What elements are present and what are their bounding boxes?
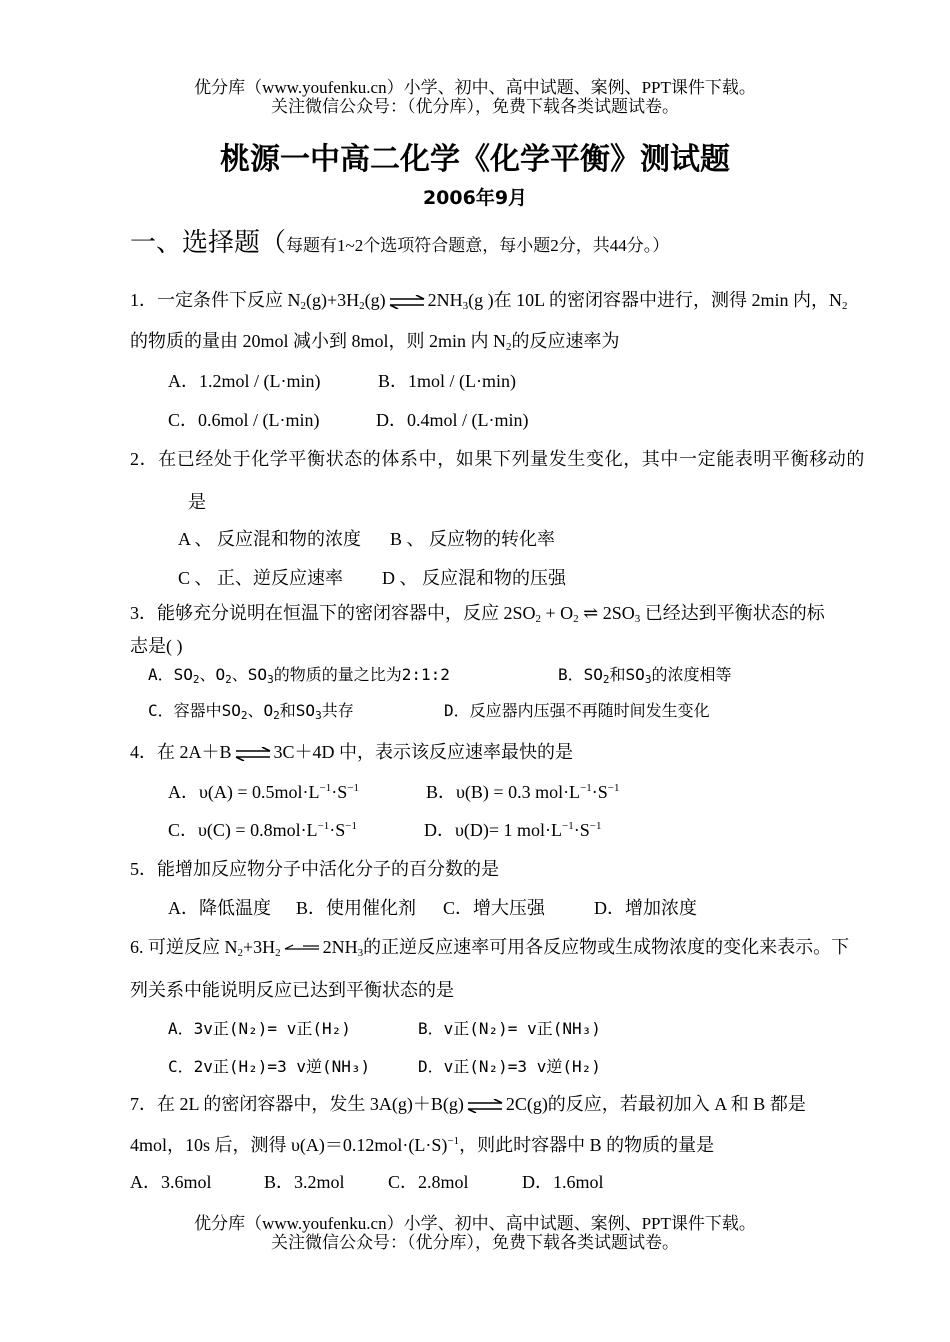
reversible-arrow-icon (283, 942, 321, 956)
q1-option-d: D．0.4mol / (L·min) (376, 410, 529, 430)
q2-option-c: C 、 正、逆反应速率 (178, 568, 344, 588)
q7-option-d: D．1.6mol (522, 1172, 604, 1192)
q6-option-a: A．3v正(N₂)= v正(H₂) (168, 1019, 351, 1038)
footer-line-2: 关注微信公众号：（优分库），免费下载各类试题试卷。 (271, 1233, 679, 1252)
q2-stem-line-1: 2．在已经处于化学平衡状态的体系中，如果下列量发生变化，其中一定能表明平衡移动的 (130, 449, 865, 469)
equilibrium-arrow-icon (234, 747, 272, 761)
header-line-2: 关注微信公众号：（优分库），免费下载各类试题试卷。 (271, 97, 679, 116)
q4-option-a: A．$\upsilon(A) = 0.5mol\cdot L^{-1}\cdot S^{-1}$ (168, 782, 359, 802)
q5-option-d: D．增加浓度 (594, 898, 697, 918)
q2-option-d: D 、 反应混和物的压强 (382, 568, 566, 588)
q4-option-c: C．$\upsilon(C) = 0.8mol\cdot L^{-1}\cdot S^{-1}$ (168, 820, 358, 840)
q7-stem-line-1: 7．在 2L 的密闭容器中，发生 3A(g)＋B(g) 2C(g)的反应，若最初加入 A 和 B 都是 (130, 1094, 806, 1114)
q1-option-b: B．1mol / (L·min) (378, 371, 516, 391)
q3-option-d: D．反应器内压强不再随时间发生变化 (444, 701, 710, 720)
q7-option-c: C．2.8mol (388, 1172, 469, 1192)
q3-stem-line-1: 3．能够充分说明在恒温下的密闭容器中，反应 $2SO_2 + O_2$ ⇌ $2SO_3$ 已经达到平衡状态的标 (130, 603, 825, 625)
q7-option-b: B．3.2mol (264, 1172, 345, 1192)
q6-option-d: D．v正(N₂)=3 v逆(H₂) (418, 1057, 601, 1076)
q6-option-b: B．v正(N₂)= v正(NH₃) (418, 1019, 601, 1038)
q6-option-c: C．2v正(H₂)=3 v逆(NH₃) (168, 1057, 371, 1076)
q1-stem-line-1: 1．一定条件下反应 $N_2(g)+3H_2(g)$ $2NH_3(g$ )在 10L 的密闭容器中进行，测得 2min 内，$N_2$ (130, 290, 848, 312)
q3-option-c: C．容器中$SO_2$、$O_2$和$SO_3$共存 (148, 701, 354, 722)
q3-stem-line-2: 志是( ) (130, 636, 183, 656)
q5-option-c: C．增大压强 (443, 898, 546, 918)
q5-option-b: B．使用催化剂 (296, 898, 417, 918)
section-note: 每题有1~2个选项符合题意，每小题2分，共44分。） (286, 236, 670, 255)
page-date: 2006年9月 (422, 187, 528, 209)
q5-stem: 5．能增加反应物分子中活化分子的百分数的是 (130, 859, 499, 879)
q4-option-b: B．υ(B) = 0.3 $mol\cdot L^{-1}\cdot S^{-1}$ (426, 782, 620, 802)
q3-option-a: A．$SO_2$、$O_2$、$SO_3$的物质的量之比为2:1:2 (148, 665, 450, 686)
q2-option-a: A 、 反应混和物的浓度 (178, 529, 362, 549)
q6-stem-line-2: 列关系中能说明反应已达到平衡状态的是 (130, 980, 454, 1000)
q7-stem-line-2: 4mol，10s 后，测得 $\upsilon(A)=0.12mol\cdot(L\cdot S)^{-1}$，则此时容器中 B 的物质的量是 (130, 1135, 715, 1155)
q1-stem-line-2: 的物质的量由 20mol 减小到 8mol，则 2min 内 $N_2$的反应速率为 (130, 331, 620, 353)
q2-option-b: B 、 反应物的转化率 (390, 529, 556, 549)
equilibrium-arrow-icon (466, 1099, 504, 1113)
section-title: 一、选择题（ (130, 228, 287, 258)
footer-line-1: 优分库（www.youfenku.cn）小学、初中、高中试题、案例、PPT课件下载。 (194, 1214, 756, 1233)
q6-stem-line-1: 6. 可逆反应 $N_2+3H_2$ $2NH_3$的正逆反应速率可用各反应物或生成物浓度的变化来表示。下 (130, 937, 850, 959)
q2-stem-line-2: 是 (188, 492, 206, 512)
q5-option-a: A．降低温度 (168, 898, 271, 918)
q4-option-d: D．υ(D)= 1 $mol\cdot L^{-1}\cdot S^{-1}$ (424, 820, 602, 840)
section-heading (130, 222, 669, 259)
equilibrium-arrow-icon (388, 295, 426, 309)
header-line-1: 优分库（www.youfenku.cn）小学、初中、高中试题、案例、PPT课件下载。 (194, 78, 756, 97)
q1-option-c: C．0.6mol / (L·min) (168, 410, 320, 430)
q3-option-b: B．$SO_2$和$SO_3$的浓度相等 (558, 665, 732, 686)
page-title: 桃源一中高二化学《化学平衡》测试题 (220, 142, 730, 177)
q7-option-a: A．3.6mol (130, 1172, 212, 1192)
q1-option-a: A．1.2mol / (L·min) (168, 371, 321, 391)
q4-stem: 4．在 2A＋B 3C＋4D 中，表示该反应速率最快的是 (130, 742, 574, 762)
